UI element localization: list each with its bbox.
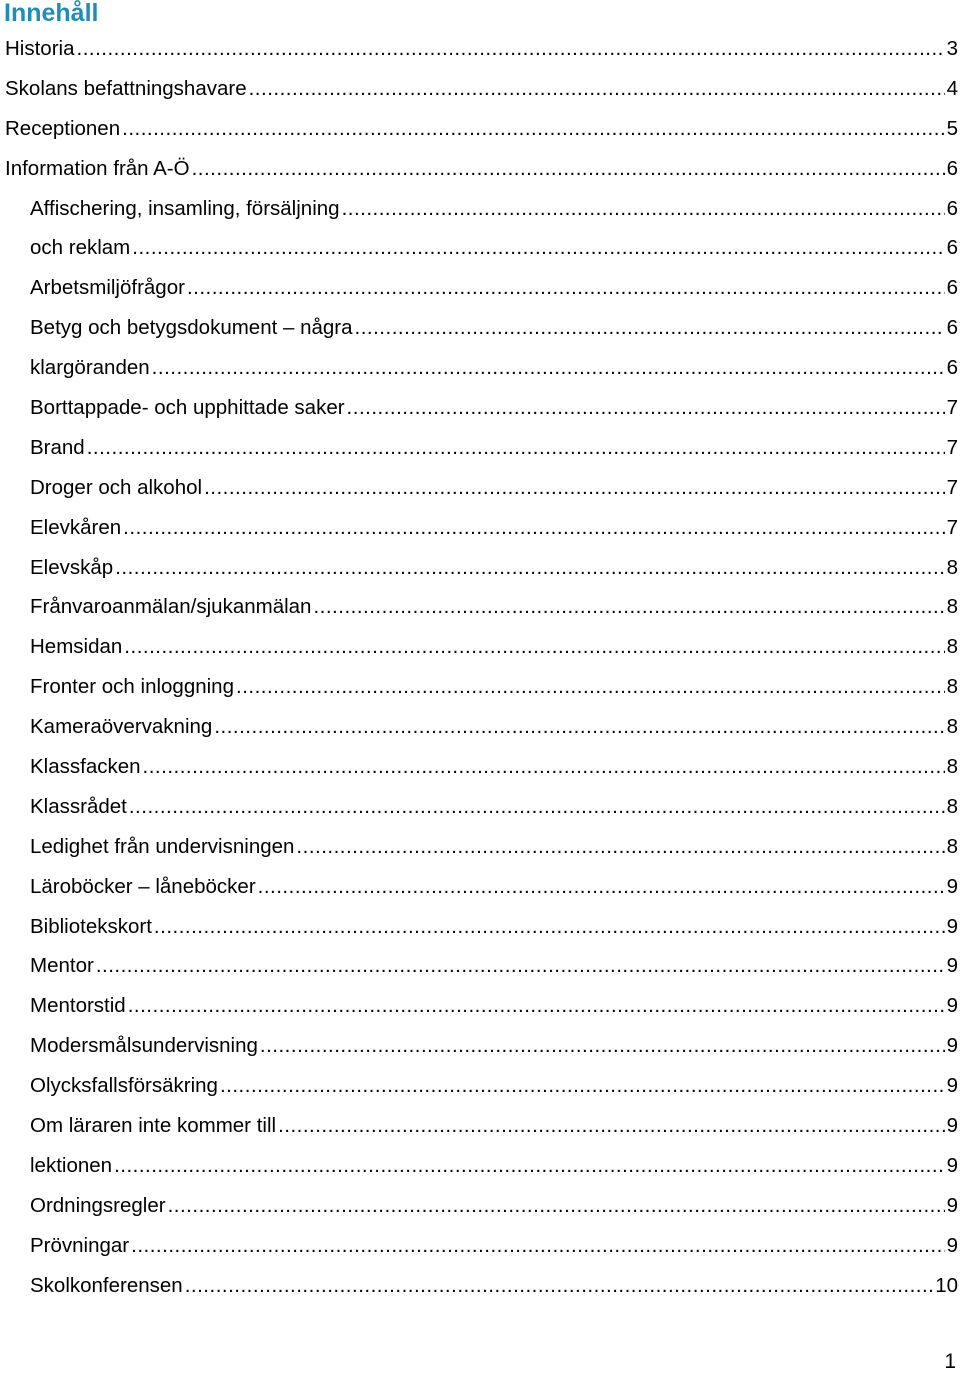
toc-entry-leader: [152, 348, 945, 388]
toc-entry[interactable]: [0, 747, 960, 787]
toc-entry-title: lektionen: [30, 1153, 113, 1177]
toc-entry-title: Borttappade- och upphittade saker: [30, 396, 345, 420]
toc-entry-title: Skolkonferensen: [30, 1273, 183, 1297]
toc-entry-title: Frånvaroanmälan/sjukanmälan: [30, 595, 312, 619]
toc-entry-page: 3: [946, 37, 958, 60]
toc-entry-page: 9: [946, 1074, 958, 1098]
toc-entry[interactable]: [0, 986, 960, 1026]
toc-entry-page: 9: [946, 954, 958, 978]
toc-entry-page: 7: [946, 435, 958, 459]
toc-entry-page: 7: [946, 515, 958, 539]
toc-entry-leader: [154, 907, 945, 947]
toc-entry[interactable]: [0, 946, 960, 986]
toc-entry-page: 6: [946, 236, 958, 260]
toc-entry-leader: [129, 787, 945, 827]
toc-entry-title: och reklam: [30, 236, 131, 260]
toc-entry-title: Receptionen: [5, 116, 121, 140]
toc-entry-leader: [204, 468, 945, 508]
toc-entry-title: Klassfacken: [30, 755, 141, 779]
toc-entry-page: 8: [946, 595, 958, 619]
toc-entry[interactable]: [0, 827, 960, 867]
toc-entry-title: Historia: [5, 37, 75, 60]
toc-entry-page: 10: [935, 1273, 958, 1297]
toc-entry-page: 9: [946, 994, 958, 1018]
toc-entry-leader: [132, 228, 944, 268]
toc-entry-page: 9: [946, 1153, 958, 1177]
toc-entry-page: 5: [946, 116, 958, 140]
toc-entry[interactable]: [0, 149, 960, 189]
toc-entry-page: 6: [946, 316, 958, 340]
toc-entry-page: 9: [946, 1034, 958, 1058]
toc-entry[interactable]: [0, 1106, 960, 1146]
toc-entry-title: Kameraövervakning: [30, 715, 213, 739]
toc-entry-page: 9: [946, 914, 958, 938]
toc-entry-page: 8: [946, 635, 958, 659]
toc-entry-title: Brand: [30, 435, 85, 459]
toc-entry-title: Prövningar: [30, 1233, 130, 1257]
toc-entry-title: Affischering, insamling, försäljning: [30, 196, 340, 220]
toc-entry-leader: [258, 867, 945, 907]
toc-entry-title: Modersmålsundervisning: [30, 1034, 258, 1058]
toc-entry-leader: [313, 587, 944, 627]
toc-entry-page: 8: [946, 794, 958, 818]
toc-entry[interactable]: [0, 587, 960, 627]
toc-entry-leader: [122, 109, 944, 149]
toc-entry[interactable]: [0, 867, 960, 907]
toc-entry-title: Arbetsmiljöfrågor: [30, 276, 185, 300]
toc-entry-title: Mentorstid: [30, 994, 126, 1018]
toc-entry-leader: [296, 827, 944, 867]
toc-entry-title: Bibliotekskort: [30, 914, 152, 938]
toc-entry[interactable]: [0, 308, 960, 348]
toc-entry-page: 4: [946, 76, 958, 100]
toc-entry-leader: [96, 946, 945, 986]
toc-entry[interactable]: [0, 268, 960, 308]
toc-entry-leader: [124, 627, 944, 667]
toc-entry[interactable]: [0, 228, 960, 268]
toc-entry-page: 8: [946, 675, 958, 699]
toc-entry-title: Elevkåren: [30, 515, 122, 539]
toc-entry-title: Betyg och betygsdokument – några: [30, 316, 353, 340]
toc-entry-title: Elevskåp: [30, 555, 114, 579]
toc-entry-page: 8: [946, 755, 958, 779]
toc-entry-leader: [131, 1226, 944, 1266]
toc-entry-leader: [278, 1106, 945, 1146]
page-number: 1: [944, 1350, 956, 1373]
toc-entry-leader: [220, 1066, 945, 1106]
toc-entry-leader: [187, 268, 945, 308]
toc-entry[interactable]: [0, 707, 960, 747]
toc-entry-leader: [236, 667, 945, 707]
toc-entry-leader: [128, 986, 945, 1026]
toc-entry-title: Droger och alkohol: [30, 475, 203, 499]
toc-entry-page: 8: [946, 834, 958, 858]
toc-entry[interactable]: [0, 667, 960, 707]
toc-entry-leader: [249, 69, 945, 109]
toc-entry[interactable]: [0, 1226, 960, 1266]
toc-entry[interactable]: [0, 348, 960, 388]
toc-entry-page: 6: [946, 276, 958, 300]
toc-entry-page: 7: [946, 475, 958, 499]
toc-entry-page: 6: [946, 196, 958, 220]
toc-entry-leader: [355, 308, 945, 348]
toc-entry-title: Mentor: [30, 954, 94, 978]
toc-entry-title: Skolans befattningshavare: [5, 76, 247, 100]
toc-entry[interactable]: [0, 1186, 960, 1226]
toc-entry-leader: [87, 428, 945, 468]
toc-entry[interactable]: [0, 627, 960, 667]
toc-entry[interactable]: [0, 787, 960, 827]
toc-entry-page: 9: [946, 1193, 958, 1217]
toc-entry-leader: [77, 29, 945, 69]
toc-entry-title: Ledighet från undervisningen: [30, 834, 295, 858]
toc-entry[interactable]: [0, 1066, 960, 1106]
toc-entry[interactable]: [0, 428, 960, 468]
toc-entry[interactable]: [0, 29, 960, 69]
toc-entry-page: 8: [946, 715, 958, 739]
toc-entry[interactable]: [0, 548, 960, 588]
toc-entry[interactable]: [0, 189, 960, 229]
toc-entry[interactable]: [0, 468, 960, 508]
toc-entry[interactable]: [0, 69, 960, 109]
toc-entry[interactable]: [0, 508, 960, 548]
toc-entry-leader: [260, 1026, 945, 1066]
toc-entry-page: 9: [946, 1114, 958, 1138]
toc-entry-title: Läroböcker – låneböcker: [30, 874, 256, 898]
toc-entry[interactable]: [0, 1146, 960, 1186]
toc-entry[interactable]: [0, 1266, 960, 1306]
toc-entry-page: 6: [946, 156, 958, 180]
toc-entry-title: Ordningsregler: [30, 1193, 166, 1217]
toc-entry[interactable]: [0, 1026, 960, 1066]
toc-entry-page: 6: [946, 356, 958, 380]
toc-entry-leader: [115, 548, 944, 588]
toc-entry-leader: [342, 189, 945, 229]
toc-entry-leader: [123, 508, 944, 548]
toc-entry-page: 9: [946, 1233, 958, 1257]
toc-entry-leader: [168, 1186, 945, 1226]
toc-entry[interactable]: [0, 907, 960, 947]
toc-entry-title: Klassrådet: [30, 794, 127, 818]
toc-entry-leader: [114, 1146, 945, 1186]
toc-entry-leader: [214, 707, 944, 747]
toc-entry-leader: [185, 1266, 933, 1306]
toc-entry-leader: [143, 747, 945, 787]
toc-entry-leader: [347, 388, 945, 428]
toc-entry-leader: [192, 149, 945, 189]
toc-entry-title: Information från A-Ö: [5, 156, 190, 180]
toc-entry[interactable]: [0, 388, 960, 428]
toc-entry-title: Fronter och inloggning: [30, 675, 234, 699]
toc-entry-title: klargöranden: [30, 356, 150, 380]
toc-entry-title: Olycksfallsförsäkring: [30, 1074, 218, 1098]
toc-heading: Innehåll: [4, 0, 99, 27]
table-of-contents: [0, 29, 960, 1306]
toc-entry-title: Hemsidan: [30, 635, 123, 659]
toc-entry-page: 9: [946, 874, 958, 898]
toc-entry[interactable]: [0, 109, 960, 149]
toc-entry-page: 7: [946, 396, 958, 420]
toc-entry-page: 8: [946, 555, 958, 579]
toc-entry-title: Om läraren inte kommer till: [30, 1114, 277, 1138]
